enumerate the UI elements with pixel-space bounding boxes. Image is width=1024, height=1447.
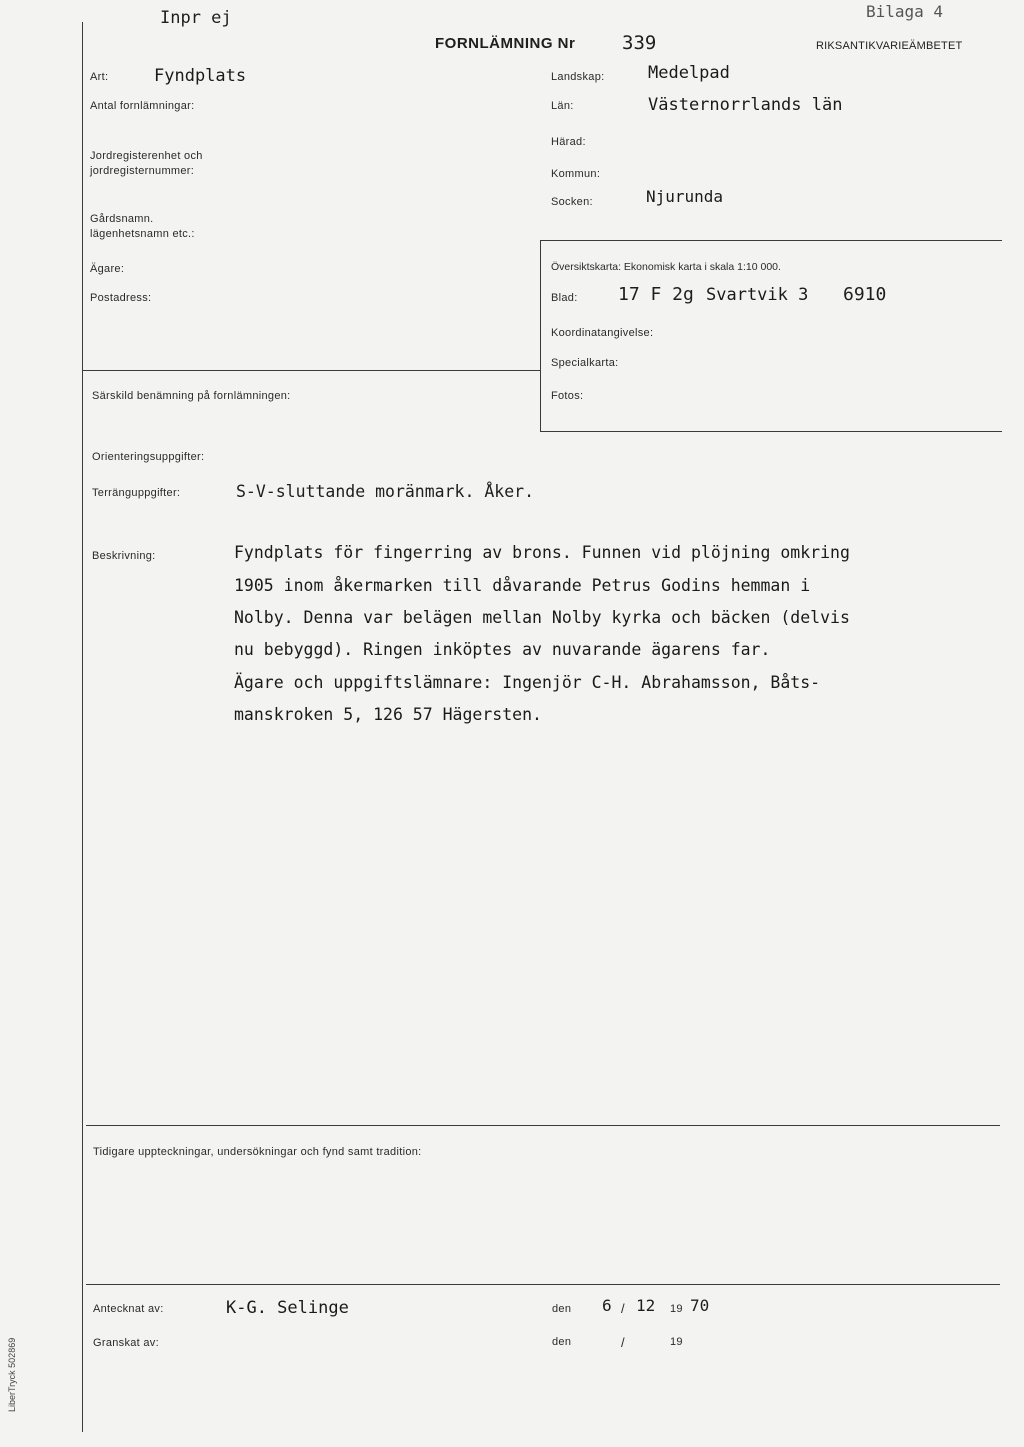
- blad-name: Svartvik 3: [706, 285, 809, 305]
- kommun-label: Kommun:: [551, 168, 601, 180]
- harad-label: Härad:: [551, 136, 586, 148]
- socken-label: Socken:: [551, 196, 593, 208]
- art-value: Fyndplats: [154, 66, 247, 86]
- gard-label-2: lägenhetsnamn etc.:: [90, 228, 195, 240]
- tidigare-label: Tidigare uppteckningar, undersökningar och fynd samt tradition:: [93, 1146, 422, 1158]
- sarskild-label: Särskild benämning på fornlämningen:: [92, 390, 291, 402]
- tidigare-top-line: [86, 1125, 1000, 1126]
- postadress-label: Postadress:: [90, 292, 152, 304]
- bilaga-note: Bilaga 4: [866, 2, 944, 21]
- map-box-bottom-line: [540, 431, 1002, 432]
- map-box-top-line: [540, 240, 1002, 241]
- socken-value: Njurunda: [646, 187, 724, 206]
- den2-sep: /: [621, 1335, 625, 1350]
- antecknat-value: K-G. Selinge: [226, 1298, 349, 1318]
- den1-label: den: [552, 1303, 572, 1315]
- art-label: Art:: [90, 71, 109, 83]
- den1-day: 6: [602, 1296, 612, 1315]
- blad-value: 17 F 2g: [618, 284, 694, 305]
- den2-label: den: [552, 1336, 572, 1348]
- left-block-bottom-line: [82, 370, 540, 371]
- terrang-label: Terränguppgifter:: [92, 487, 181, 499]
- gard-label-1: Gårdsnamn.: [90, 213, 154, 225]
- beskrivning-line: 1905 inom åkermarken till dåvarande Petrus Godins hemman i: [234, 576, 811, 595]
- granskat-label: Granskat av:: [93, 1337, 159, 1349]
- blad-label: Blad:: [551, 292, 578, 304]
- lan-label: Län:: [551, 100, 574, 112]
- inpr-note: Inpr ej: [160, 8, 232, 28]
- left-margin-line: [82, 22, 83, 1432]
- koord-label: Koordinatangivelse:: [551, 327, 654, 339]
- den2-century: 19: [670, 1336, 683, 1348]
- landskap-value: Medelpad: [648, 63, 730, 83]
- beskrivning-line: Ägare och uppgiftslämnare: Ingenjör C-H. Abrahamsson, Båts-: [234, 673, 821, 692]
- fotos-label: Fotos:: [551, 390, 584, 402]
- agare-label: Ägare:: [90, 263, 125, 275]
- beskrivning-line: Nolby. Denna var belägen mellan Nolby kyrka och bäcken (delvis: [234, 608, 850, 627]
- den1-month: 12: [636, 1296, 656, 1315]
- beskrivning-line: manskroken 5, 126 57 Hägersten.: [234, 705, 542, 724]
- fornlamning-number: 339: [622, 32, 657, 54]
- printer-imprint: LiberTryck 502869: [7, 1337, 17, 1412]
- footer-top-line: [86, 1284, 1000, 1285]
- beskrivning-line: Fyndplats för fingerring av brons. Funnen vid plöjning omkring: [234, 543, 850, 562]
- antal-label: Antal fornlämningar:: [90, 100, 195, 112]
- terrang-value: S-V-sluttande moränmark. Åker.: [236, 482, 535, 501]
- landskap-label: Landskap:: [551, 71, 605, 83]
- page-title: FORNLÄMNING Nr: [435, 35, 576, 52]
- den1-year: 70: [690, 1296, 710, 1315]
- jord-label-1: Jordregisterenhet och: [90, 150, 203, 162]
- beskrivning-label: Beskrivning:: [92, 550, 156, 562]
- map-box-left-line: [540, 240, 541, 432]
- antecknat-label: Antecknat av:: [93, 1303, 164, 1315]
- special-label: Specialkarta:: [551, 357, 619, 369]
- den1-century: 19: [670, 1303, 683, 1315]
- beskrivning-line: nu bebyggd). Ringen inköptes av nuvarande ägarens far.: [234, 640, 771, 659]
- lan-value: Västernorrlands län: [648, 95, 843, 115]
- jord-label-2: jordregisternummer:: [90, 165, 195, 177]
- orient-label: Orienteringsuppgifter:: [92, 451, 205, 463]
- den1-sep: /: [621, 1301, 625, 1316]
- oversiktskarta: Översiktskarta: Ekonomisk karta i skala 1:10 000.: [551, 261, 781, 273]
- org-name: RIKSANTIKVARIEÄMBETET: [816, 40, 963, 52]
- blad-number: 6910: [843, 284, 887, 305]
